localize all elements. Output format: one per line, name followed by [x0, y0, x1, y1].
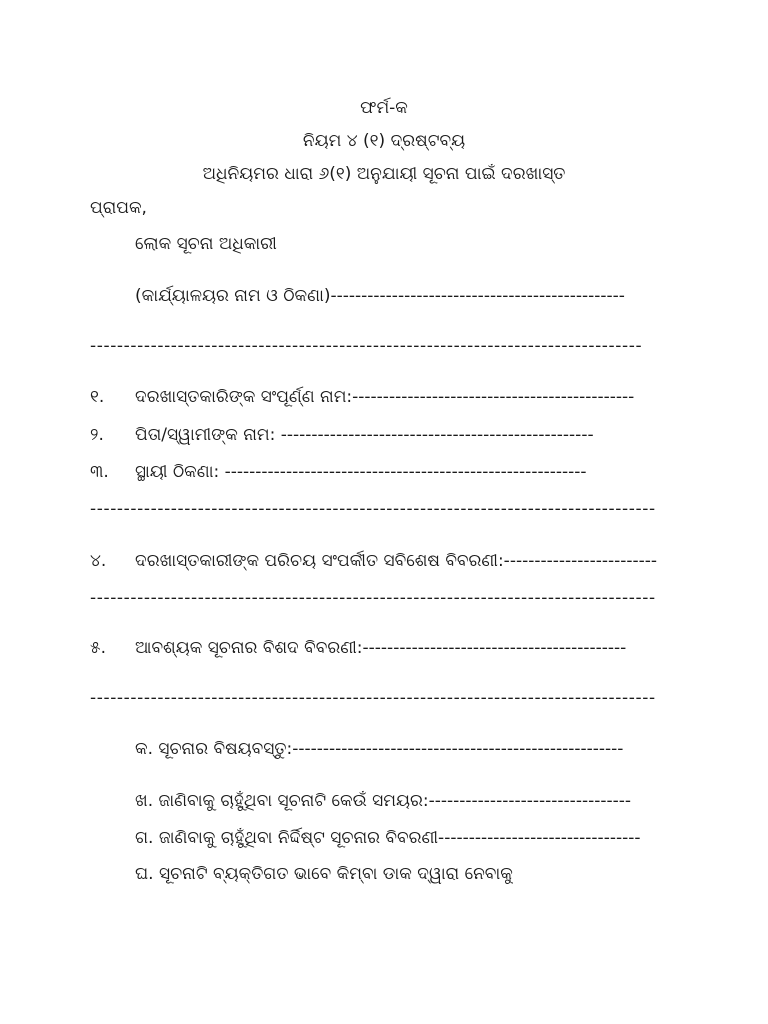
field-number-5: ୫.	[90, 638, 107, 658]
addressee-officer: ଲୋକ ସୂଚନା ଅଧିକାରୀ	[135, 234, 277, 254]
applicant-identity-details-field: ଦରଖାସ୍ତକାରୀଙ୍କ ପରିଚୟ ସଂପର୍କୀତ ସବିଶେଷ ବିବରଣୀ:-------------------------	[135, 551, 658, 571]
sub-item-time-period: ଖ. ଜାଣିବାକୁ ଚାହୁଁଥିବା ସୂଚନାଟି କେଉଁ ସମୟର:---------------------------------	[135, 791, 632, 811]
field-number-2: ୨.	[90, 425, 104, 445]
sub-item-specific-details: ଗ. ଜାଣିବାକୁ ଚାହୁଁଥିବା ନିର୍ଦ୍ଦିଷ୍ଟ ସୂଚନାର ବିବରଣୀ---------------------------------	[135, 828, 641, 848]
rule-reference: ନିୟମ ୪ (୧) ଦ୍ରଷ୍ଟବ୍ୟ	[302, 131, 466, 151]
information-details-field: ଆବଶ୍ୟକ ସୂଚନାର ବିଶଦ ବିବରଣୀ:-------------------------------------------	[135, 638, 627, 658]
office-name-address-line: (କାର୍ଯ୍ୟାଳୟର ନାମ ଓ ଠିକଣା)------------------------------------------------	[135, 286, 625, 306]
father-husband-name-field: ପିତା/ସ୍ୱାମୀଙ୍କ ନାମ: ---------------------------------------------------	[135, 425, 594, 445]
field-number-1: ୧.	[90, 387, 105, 407]
office-blank-line: ----------------------------------------------------------------------------------	[90, 336, 643, 356]
applicant-name-field: ଦରଖାସ୍ତକାରିଙ୍କ ସଂପୂର୍ଣ୍ଣ ନାମ:----------------------------------------------	[135, 387, 635, 407]
form-subtitle: ଅଧିନିୟମର ଧାରା ୬(୧) ଅନୁଯାୟୀ ସୂଚନା ପାଇଁ ଦରଖାସ୍ତ	[202, 164, 566, 184]
form-title: ଫର୍ମ-କ	[360, 98, 408, 118]
address-blank-line: ------------------------------------------------------------------------------------	[90, 499, 656, 519]
field-number-4: ୪.	[90, 551, 107, 571]
addressee-to: ପ୍ରାପକ,	[90, 198, 147, 218]
sub-item-delivery-mode: ଘ. ସୂଚନାଟି ବ୍ୟକ୍ତିଗତ ଭାବେ କିମ୍ବା ଡାକ ଦ୍ୱାରା ନେବାକୁ	[135, 864, 513, 884]
permanent-address-field: ସ୍ଥାୟୀ ଠିକଣା: -----------------------------------------------------------	[135, 462, 587, 482]
sub-item-subject: କ. ସୂଚନାର ବିଷୟବସ୍ତୁ:------------------------------------------------------	[135, 739, 624, 759]
field-number-3: ୩.	[90, 462, 109, 482]
identity-blank-line: ------------------------------------------------------------------------------------	[90, 588, 656, 608]
information-blank-line: ------------------------------------------------------------------------------------	[90, 688, 656, 708]
